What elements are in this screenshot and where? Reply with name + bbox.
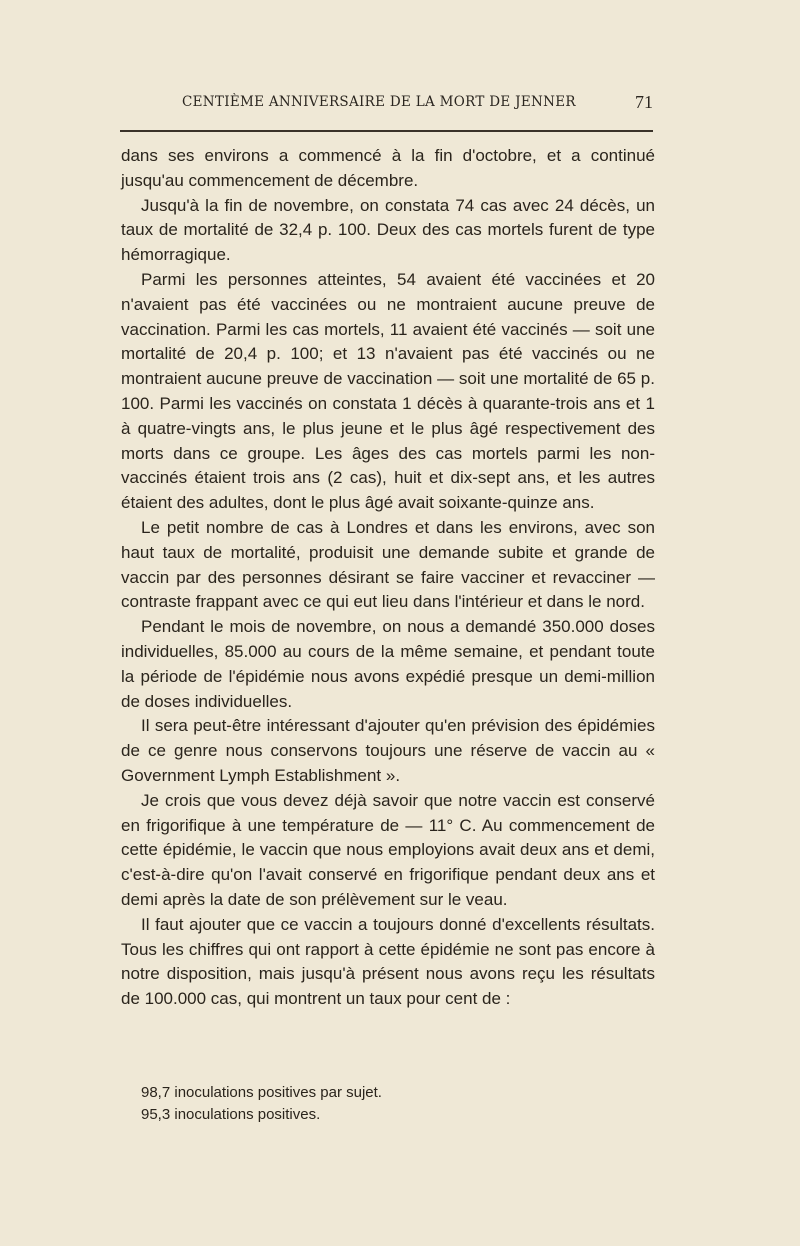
running-head	[120, 88, 653, 122]
paragraph: Je crois que vous devez déjà savoir que notre vaccin est conservé en frigorifique à une température de — 11° C. Au commencement de cette épidémie, le vaccin que nous employions avait deux ans et demi, c'est-à-dire qu'on l'avait conservé en frigorifique pendant deux ans et demi après la date de son prélèvement sur le veau.	[121, 790, 655, 909]
header-rule	[120, 130, 653, 132]
paragraph: Jusqu'à la fin de novembre, on constata 74 cas avec 24 décès, un taux de mortalité de 32,4 p. 100. Deux des cas mortels furent de type hémorragique.	[121, 195, 655, 265]
result-line: 98,7 inoculations positives par sujet.	[141, 1084, 382, 1101]
page-number: 71	[635, 92, 653, 112]
result-line: 95,3 inoculations positives.	[141, 1106, 321, 1123]
results-list	[141, 1082, 641, 1126]
paragraph: Il faut ajouter que ce vaccin a toujours donné d'excellents résultats. Tous les chiffres qui ont rapport à cette épidémie ne sont pas encore à notre disposition, mais jusqu'à présent nous avons reçu les résultats de 100.000 cas, qui montrent un taux pour cent de :	[121, 914, 655, 1009]
paragraph: Le petit nombre de cas à Londres et dans les environs, avec son haut taux de mortalité, produisit une demande subite et grande de vaccin par des personnes désirant se faire vacciner et revacciner — contraste frappant avec ce qui eut lieu dans l'intérieur et dans le nord.	[121, 517, 655, 612]
paragraph: Pendant le mois de novembre, on nous a demandé 350.000 doses individuelles, 85.000 au cours de la même semaine, et pendant toute la période de l'épidémie nous avons expédié presque un demi-million de doses individuelles.	[121, 617, 655, 711]
paragraph: dans ses environs a commencé à la fin d'octobre, et a continué jusqu'au commencement de décembre.	[121, 146, 655, 190]
running-title: CENTIÈME ANNIVERSAIRE DE LA MORT DE JENNER	[182, 94, 576, 110]
paragraph: Parmi les personnes atteintes, 54 avaient été vaccinées et 20 n'avaient pas été vaccinées ou ne montraient aucune preuve de vaccination. Parmi les cas mortels, 11 avaient été vaccinés — soit une mortalité de 20,4 p. 100; et 13 n'avaient pas été vaccinés ou ne montraient aucune preuve de vaccination — soit une mortalité de 65 p. 100. Parmi les vaccinés on constata 1 décès à quarante-trois ans et 1 à quatre-vingts ans, le plus jeune et le plus âgé respectivement des morts dans ce groupe. Les âges des cas mortels parmi les non-vaccinés étaient trois ans (2 cas), huit et dix-sept ans, et les autres étaient des adultes, dont le plus âgé avait soixante-quinze ans.	[121, 269, 655, 513]
body-text	[121, 144, 655, 1012]
paragraph: Il sera peut-être intéressant d'ajouter qu'en prévision des épidémies de ce genre nous conservons toujours une réserve de vaccin au « Government Lymph Establishment ».	[121, 716, 655, 785]
